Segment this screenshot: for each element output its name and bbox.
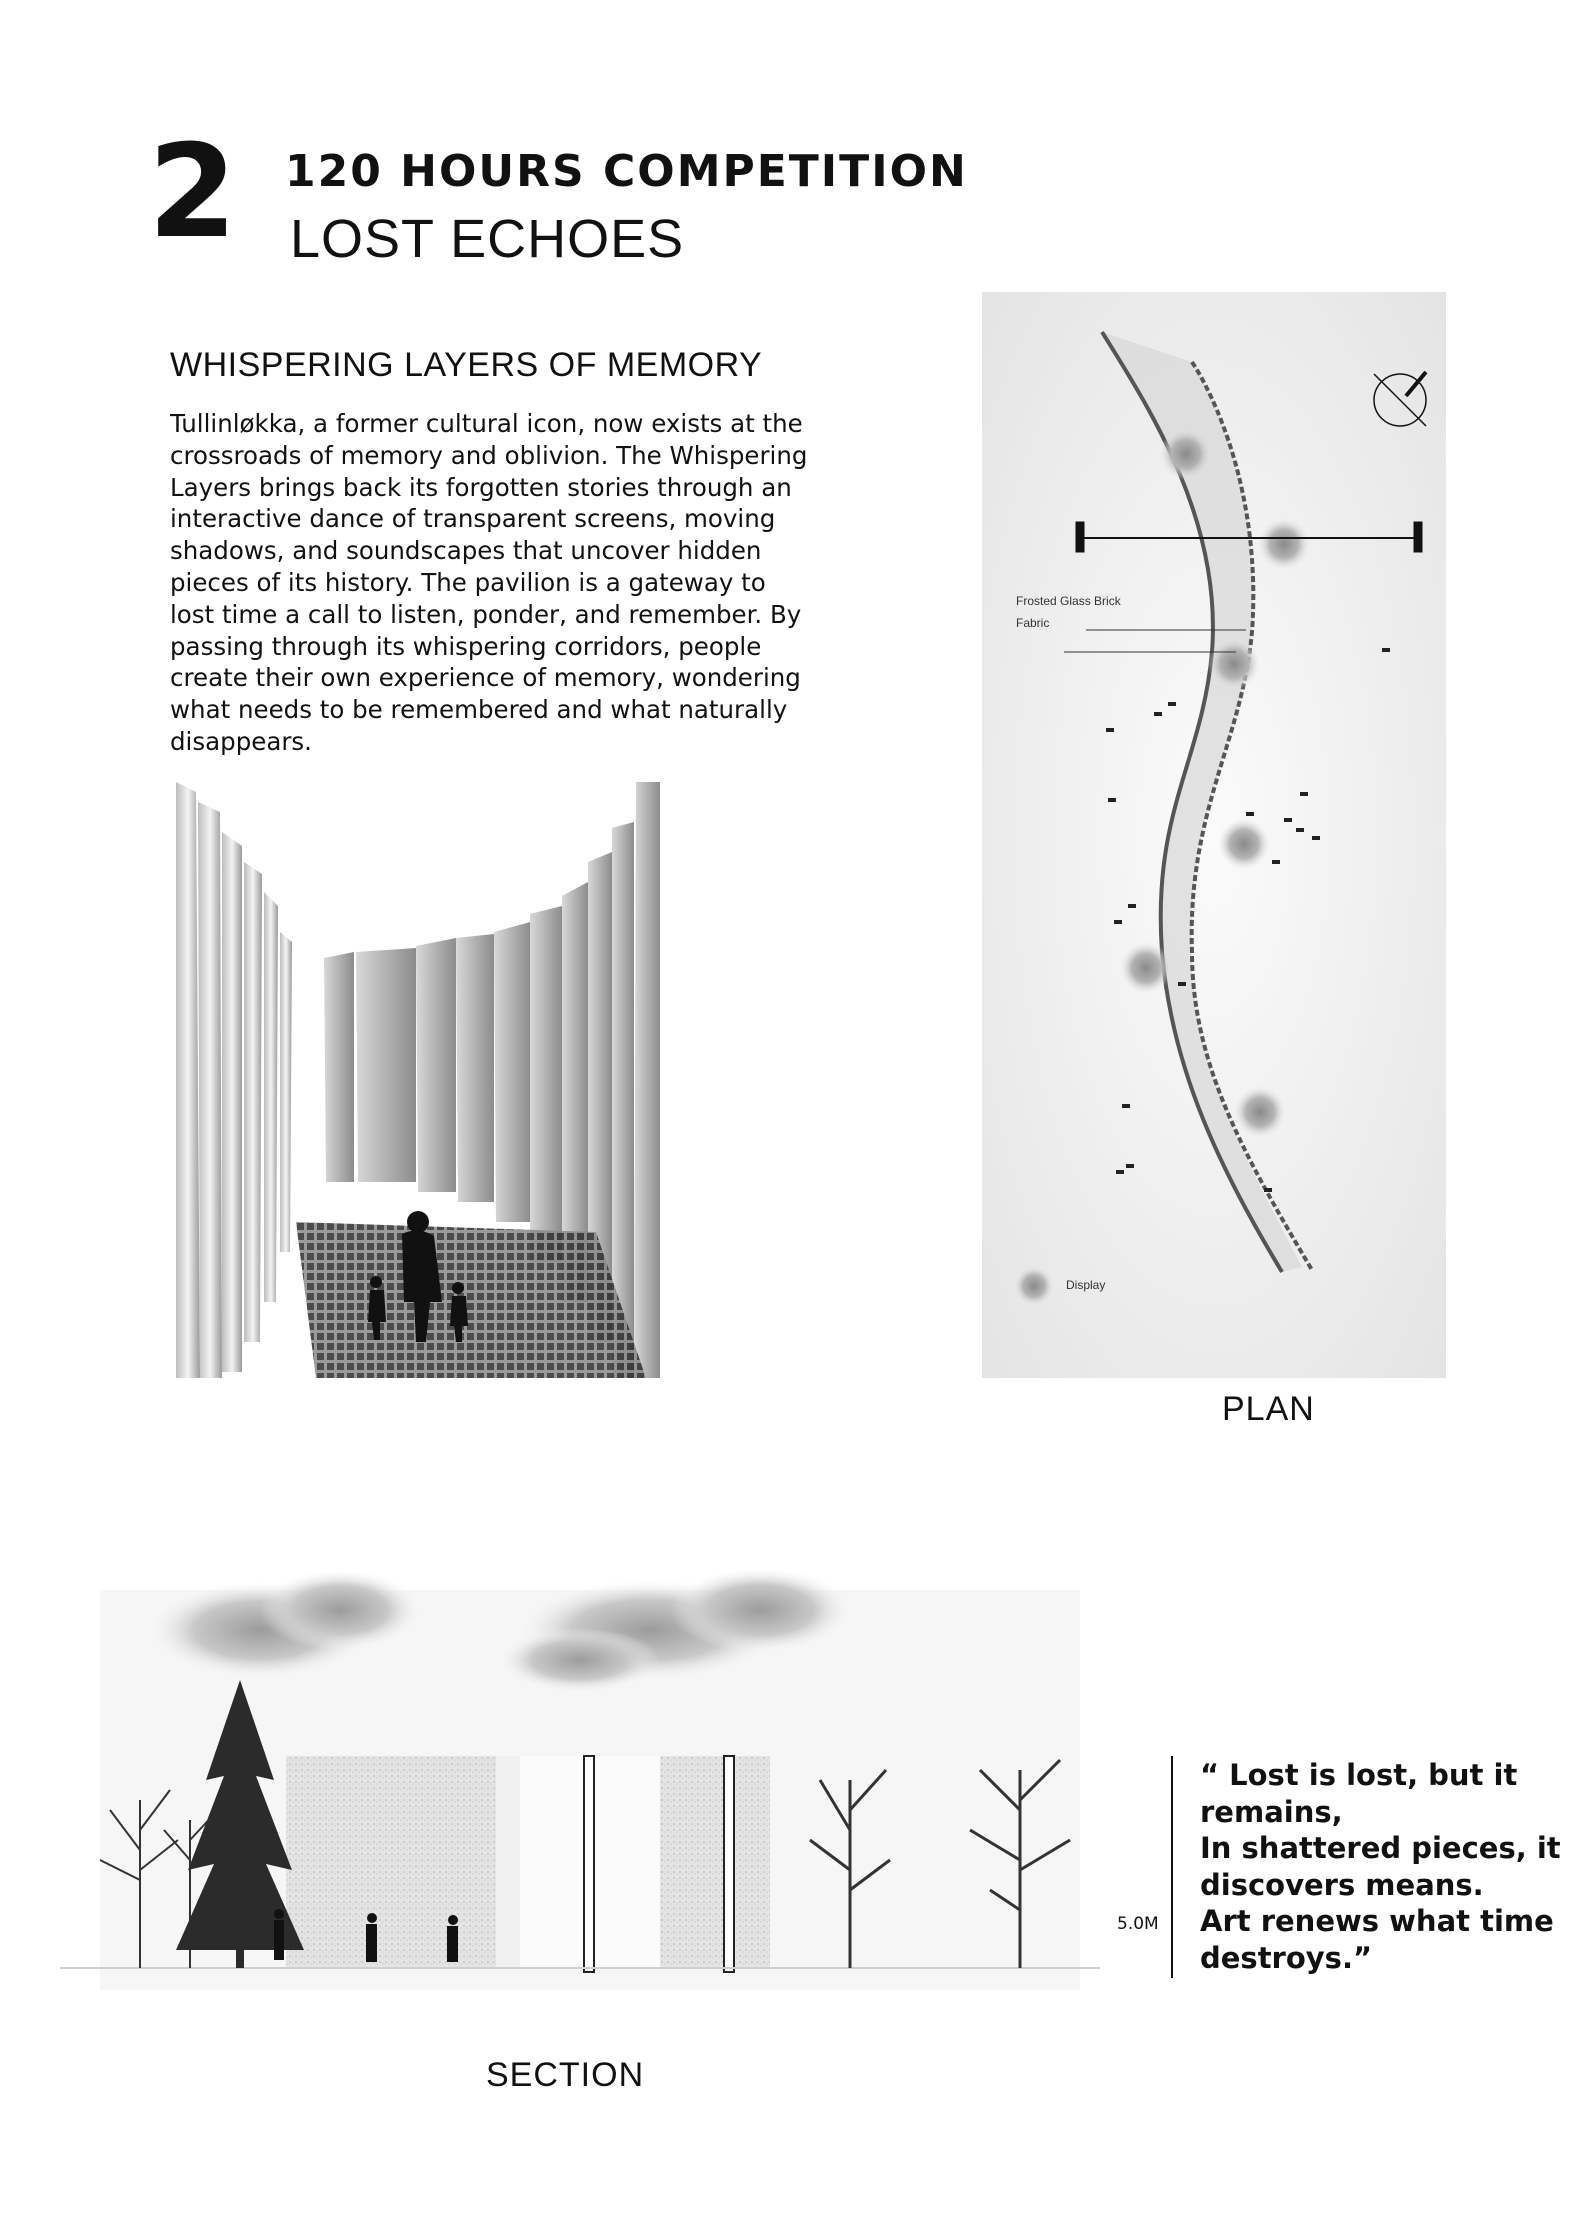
subheading: WHISPERING LAYERS OF MEMORY	[170, 346, 763, 384]
quote-line: Art renews what time	[1200, 1904, 1554, 1938]
quote-line: “ Lost is lost, but it	[1200, 1758, 1518, 1792]
competition-title: 120 HOURS COMPETITION	[285, 146, 968, 197]
section-title: SECTION	[486, 2056, 645, 2094]
wall-block-left	[286, 1756, 496, 1968]
section-number: 2	[148, 118, 234, 267]
quote-line: In shattered pieces, it	[1200, 1831, 1561, 1865]
label-display: Display	[1066, 1278, 1106, 1292]
plan-title: PLAN	[1222, 1390, 1315, 1428]
section-drawing	[60, 1570, 1160, 1990]
quote-line: remains,	[1200, 1794, 1343, 1829]
quote-line: destroys.”	[1200, 1940, 1373, 1975]
label-fabric: Fabric	[1016, 616, 1050, 630]
quote-block	[1200, 1757, 1560, 1976]
quote-line: discovers means.	[1200, 1867, 1484, 1902]
scale-label: 5.0M	[1117, 1914, 1159, 1934]
perspective-render	[176, 782, 660, 1378]
scale-bar	[1171, 1756, 1173, 1978]
project-title: LOST ECHOES	[290, 209, 685, 269]
label-frosted-glass: Frosted Glass Brick	[1016, 594, 1121, 608]
description-paragraph: Tullinløkka, a former cultural icon, now exists at the crossroads of memory and oblivion. The Whispering Layers brings back its forgotten stories through an interactive dance of transparent screens, moving shadows, and soundscapes that uncover hidden pieces of its history. The pavilion is a gateway to lost time a call to listen, ponder, and remember. By passing through its whispering corridors, people create their own experience of memory, wondering what needs to be remembered and what naturally disappears.	[170, 409, 808, 756]
site-plan	[982, 292, 1446, 1378]
